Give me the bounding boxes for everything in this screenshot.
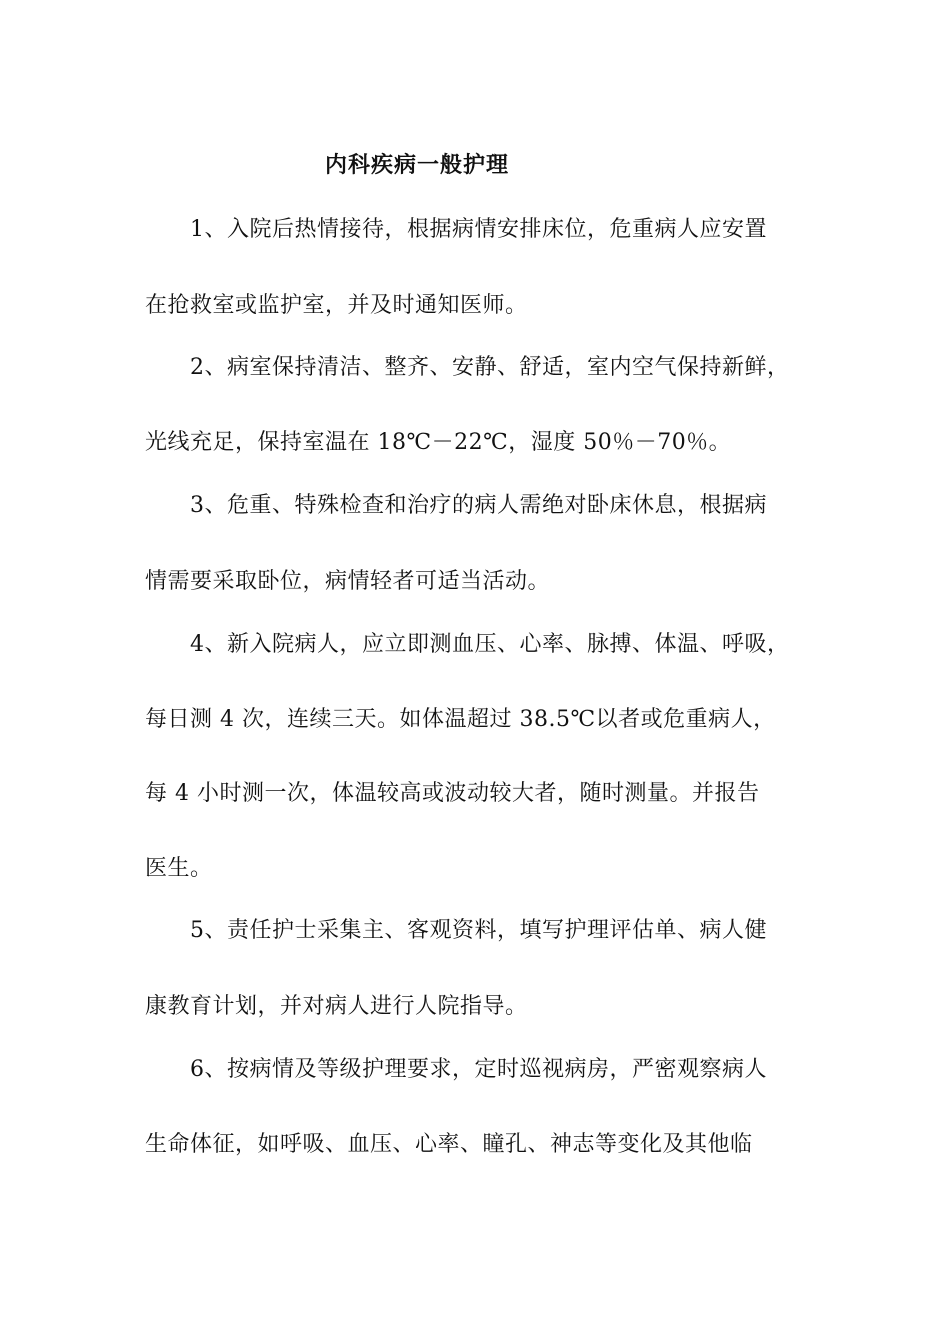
paragraph-5-line-1: 5、责任护士采集主、客观资料，填写护理评估单、病人健 — [190, 918, 767, 943]
paragraph-5-line-2: 康教育计划，并对病人进行人院指导。 — [145, 994, 528, 1019]
paragraph-4-line-3: 每 4 小时测一次，体温较高或波动较大者，随时测量。并报告 — [145, 781, 760, 806]
paragraph-3-line-1: 3、危重、特殊检查和治疗的病人需绝对卧床休息，根据病 — [190, 493, 767, 518]
paragraph-4-line-1: 4、新入院病人，应立即测血压、心率、脉搏、体温、呼吸， — [190, 632, 790, 657]
paragraph-6-line-2: 生命体征，如呼吸、血压、心率、瞳孔、神志等变化及其他临 — [145, 1132, 753, 1157]
paragraph-3-line-2: 情需要采取卧位，病情轻者可适当活动。 — [145, 569, 551, 594]
paragraph-6-line-1: 6、按病情及等级护理要求，定时巡视病房，严密观察病人 — [190, 1057, 767, 1082]
paragraph-4-line-2: 每日测 4 次，连续三天。如体温超过 38.5℃以者或危重病人， — [145, 707, 776, 732]
paragraph-2-line-1: 2、病室保持清洁、整齐、安静、舒适，室内空气保持新鲜， — [190, 355, 790, 380]
paragraph-1-line-2: 在抢救室或监护室，并及时通知医师。 — [145, 293, 528, 318]
paragraph-1-line-1: 1、入院后热情接待，根据病情安排床位，危重病人应安置 — [190, 217, 767, 242]
paragraph-2-line-2: 光线充足，保持室温在 18℃－22℃，湿度 50％－70％。 — [145, 430, 732, 455]
document-title: 内科疾病一般护理 — [325, 152, 510, 178]
paragraph-4-line-4: 医生。 — [145, 856, 213, 881]
